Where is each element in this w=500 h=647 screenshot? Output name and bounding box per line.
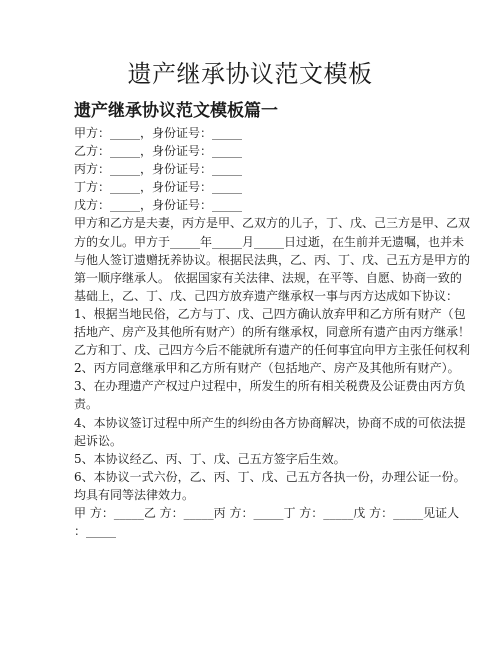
document-line: 甲方和乙方是夫妻，丙方是甲、乙双方的儿子，丁、戊、己三方是甲、乙双 — [74, 216, 471, 231]
document-line: 3、在办理遗产产权过户过程中，所发生的所有相关税费及公证费由丙方负 — [74, 379, 466, 394]
document-line: 基础上，乙、丁、戊、己四方放弃遗产继承权一事与丙方达成如下协议： — [74, 288, 459, 303]
document-body — [74, 124, 471, 540]
document-line: 均具有同等法律效力。 — [74, 487, 195, 502]
document-line: 丙方：_____，身份证号：_____ — [74, 162, 243, 177]
document-line: 戊方：_____，身份证号：_____ — [74, 198, 243, 213]
document-line: 乙方和丁、戊、己四方今后不能就所有遗产的任何事宜向甲方主张任何权利 — [74, 343, 471, 358]
document-line: 方的女儿。甲方于_____年_____月_____日过逝，在生前并无遗嘱，也并未 — [74, 234, 465, 249]
document-line: 责。 — [74, 397, 99, 412]
document-line: 第一顺序继承人。 依据国家有关法律、法规，在平等、自愿、协商一致的 — [74, 270, 462, 285]
document-line: 6、本协议一式六份，乙、丙、丁、戊、己五方各执一份，办理公证一份。 — [74, 469, 466, 484]
document-line: 5、本协议经乙、丙、丁、戊、己五方签字后生效。 — [74, 451, 346, 466]
document-line: 与他人签订遗赠抚养协议。根据民法典，乙、丙、丁、戊、己五方是甲方的 — [74, 252, 471, 267]
document-line: 丁方：_____，身份证号：_____ — [74, 180, 243, 195]
document-line: 1、根据当地民俗，乙方与丁、戊、己四方确认放弃甲和乙方所有财产（包 — [74, 306, 466, 321]
document-line: 括地产、房产及其他所有财产）的所有继承权，同意所有遗产由丙方继承！ — [74, 325, 471, 340]
section-heading: 遗产继承协议范文模板篇一 — [74, 101, 278, 121]
document-line: 甲 方：_____乙 方：_____丙 方：_____丁 方：_____戊 方：_____见证人 — [74, 505, 460, 520]
document-line: 甲方：_____，身份证号：_____ — [74, 126, 243, 140]
document-line: 起诉讼。 — [74, 433, 123, 448]
document-title: 遗产继承协议范文模板 — [127, 60, 373, 88]
document-line: 2、丙方同意继承甲和乙方所有财产（包括地产、房产及其他所有财产）。 — [74, 361, 460, 376]
document-line: ：_____ — [74, 524, 117, 539]
document-line: 4、本协议签订过程中所产生的纠纷由各方协商解决，协商不成的可依法提 — [74, 415, 466, 430]
document-line: 乙方：_____，身份证号：_____ — [74, 144, 243, 159]
